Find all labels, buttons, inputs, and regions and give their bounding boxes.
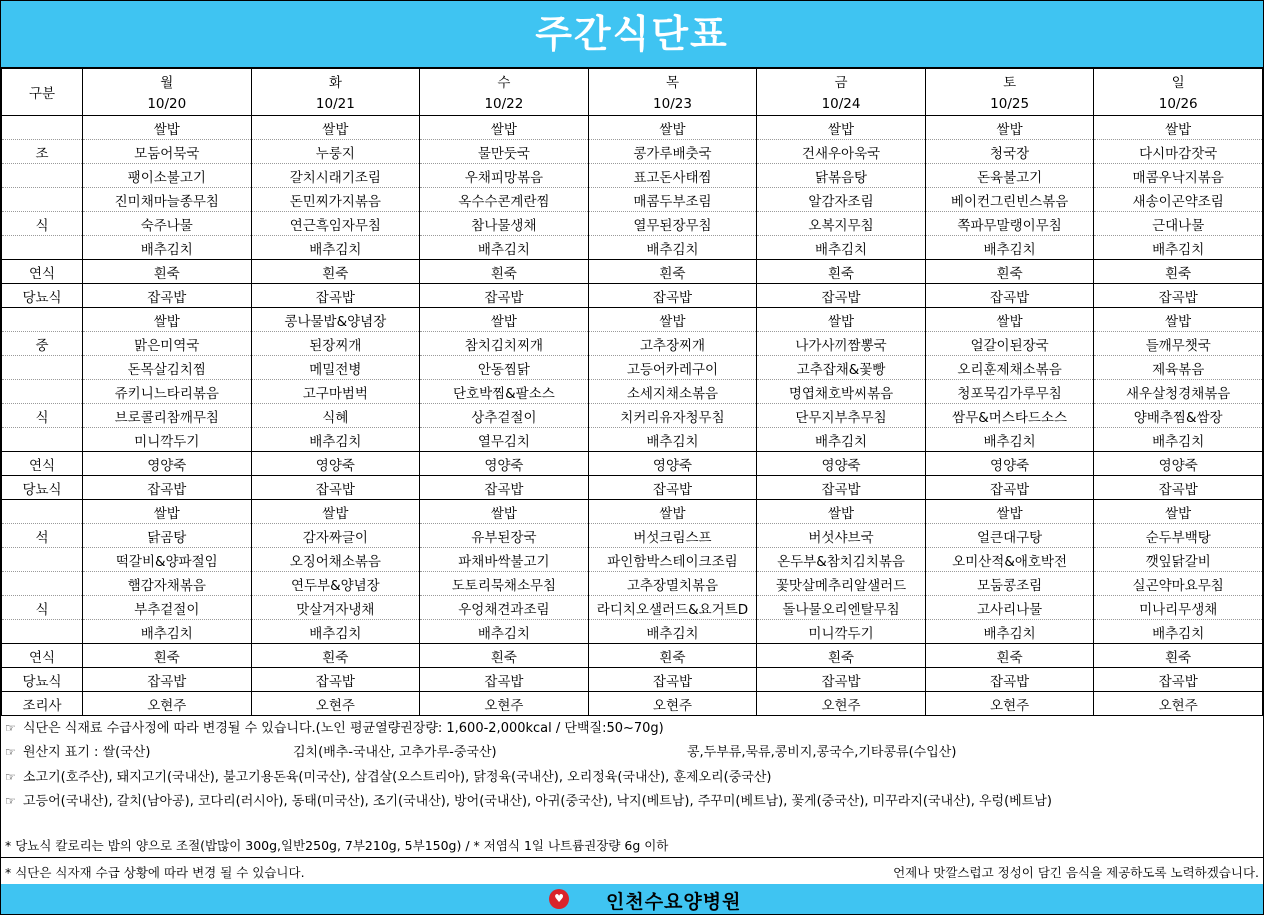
menu-cell: 흰죽 xyxy=(420,644,589,668)
menu-cell: 쌀밥 xyxy=(83,500,252,524)
menu-cell: 쌀밥 xyxy=(420,116,589,140)
menu-cell: 흰죽 xyxy=(588,644,757,668)
menu-cell: 메밀전병 xyxy=(251,356,420,380)
menu-cell: 쌀밥 xyxy=(1094,308,1263,332)
menu-cell: 버섯크림스프 xyxy=(588,524,757,548)
menu-cell: 쌀밥 xyxy=(420,308,589,332)
menu-row xyxy=(2,620,1263,644)
menu-row xyxy=(2,236,1263,260)
date-header: 10/22 xyxy=(420,92,589,116)
row-category: 연식 xyxy=(2,644,83,668)
menu-cell: 고추장멸치볶음 xyxy=(588,572,757,596)
menu-row xyxy=(2,380,1263,404)
pointing-hand-icon: ☞ xyxy=(5,745,16,759)
menu-cell: 흰죽 xyxy=(925,644,1094,668)
menu-cell: 유부된장국 xyxy=(420,524,589,548)
row-category: 식 xyxy=(2,404,83,428)
menu-cell: 쌀밥 xyxy=(83,116,252,140)
note-line xyxy=(5,741,1255,760)
menu-cell: 우엉채견과조림 xyxy=(420,596,589,620)
menu-cell: 열무된장무침 xyxy=(588,212,757,236)
menu-cell: 영양죽 xyxy=(420,452,589,476)
menu-cell: 참치김치찌개 xyxy=(420,332,589,356)
menu-cell: 오현주 xyxy=(925,692,1094,716)
date-header: 10/21 xyxy=(251,92,420,116)
menu-cell: 잡곡밥 xyxy=(588,476,757,500)
menu-cell: 흰죽 xyxy=(83,644,252,668)
menu-cell: 쌀밥 xyxy=(757,500,926,524)
menu-cell: 베이컨그린빈스볶음 xyxy=(925,188,1094,212)
date-header: 10/23 xyxy=(588,92,757,116)
menu-cell: 열무김치 xyxy=(420,428,589,452)
weekly-menu-table xyxy=(1,68,1263,716)
row-category xyxy=(2,116,83,140)
menu-cell: 꽃맛살메추리알샐러드 xyxy=(757,572,926,596)
menu-cell: 잡곡밥 xyxy=(757,476,926,500)
pointing-hand-icon: ☞ xyxy=(5,794,16,808)
menu-cell: 건새우아욱국 xyxy=(757,140,926,164)
day-header: 금 xyxy=(757,69,926,93)
menu-cell: 흰죽 xyxy=(1094,644,1263,668)
menu-cell: 브로콜리참깨무침 xyxy=(83,404,252,428)
row-category xyxy=(2,188,83,212)
menu-cell: 흰죽 xyxy=(588,260,757,284)
menu-cell: 쌀밥 xyxy=(925,308,1094,332)
menu-cell: 배추김치 xyxy=(925,428,1094,452)
menu-cell: 미나리무생채 xyxy=(1094,596,1263,620)
menu-cell: 흰죽 xyxy=(251,644,420,668)
row-category: 연식 xyxy=(2,260,83,284)
menu-cell: 배추김치 xyxy=(83,236,252,260)
menu-cell: 쌀밥 xyxy=(588,116,757,140)
menu-cell: 떡갈비&양파절임 xyxy=(83,548,252,572)
menu-cell: 연근흑임자무침 xyxy=(251,212,420,236)
menu-cell: 잡곡밥 xyxy=(588,284,757,308)
menu-cell: 고추잡채&꽃빵 xyxy=(757,356,926,380)
menu-cell: 배추김치 xyxy=(588,620,757,644)
menu-cell: 파채바싹불고기 xyxy=(420,548,589,572)
menu-cell: 안동찜닭 xyxy=(420,356,589,380)
menu-cell: 콩가루배춧국 xyxy=(588,140,757,164)
menu-row xyxy=(2,428,1263,452)
menu-cell: 잡곡밥 xyxy=(757,284,926,308)
header-day-row xyxy=(2,69,1263,93)
menu-cell: 배추김치 xyxy=(588,428,757,452)
menu-cell: 고사리나물 xyxy=(925,596,1094,620)
menu-cell: 배추김치 xyxy=(420,620,589,644)
menu-cell: 깻잎닭갈비 xyxy=(1094,548,1263,572)
menu-cell: 흰죽 xyxy=(1094,260,1263,284)
note-text: 고등어(국내산), 갈치(남아공), 코다리(러시아), 동태(미국산), 조기(국내산), 방어(국내산), 아귀(중국산), 낙지(베트남), 주꾸미(베트남), 꽃게(중국산), 미꾸라지(국내산), 우렁(베트남) xyxy=(23,794,1052,809)
menu-cell: 숙주나물 xyxy=(83,212,252,236)
menu-cell: 버섯샤브국 xyxy=(757,524,926,548)
menu-cell: 오현주 xyxy=(83,692,252,716)
menu-cell: 맑은미역국 xyxy=(83,332,252,356)
menu-cell: 오징어채소볶음 xyxy=(251,548,420,572)
hospital-name: 인천수요양병원 xyxy=(606,891,742,913)
menu-cell: 옥수수콘계란찜 xyxy=(420,188,589,212)
row-category xyxy=(2,500,83,524)
menu-cell: 흰죽 xyxy=(251,260,420,284)
menu-cell: 잡곡밥 xyxy=(757,668,926,692)
menu-cell: 근대나물 xyxy=(1094,212,1263,236)
note-line xyxy=(5,766,772,785)
menu-cell: 영양죽 xyxy=(83,452,252,476)
menu-row xyxy=(2,476,1263,500)
menu-cell: 돈육불고기 xyxy=(925,164,1094,188)
menu-cell: 오현주 xyxy=(1094,692,1263,716)
menu-cell: 배추김치 xyxy=(757,236,926,260)
menu-cell: 배추김치 xyxy=(251,236,420,260)
menu-cell: 단무지부추무침 xyxy=(757,404,926,428)
menu-cell: 닭곰탕 xyxy=(83,524,252,548)
menu-cell: 배추김치 xyxy=(757,428,926,452)
menu-cell: 고등어카레구이 xyxy=(588,356,757,380)
menu-cell: 돈민찌가지볶음 xyxy=(251,188,420,212)
menu-cell: 잡곡밥 xyxy=(925,668,1094,692)
menu-row xyxy=(2,332,1263,356)
menu-cell: 상추겉절이 xyxy=(420,404,589,428)
menu-cell: 쌀밥 xyxy=(251,116,420,140)
day-header: 목 xyxy=(588,69,757,93)
row-category xyxy=(2,548,83,572)
row-category xyxy=(2,164,83,188)
menu-cell: 잡곡밥 xyxy=(83,476,252,500)
menu-row xyxy=(2,284,1263,308)
menu-cell: 갈치시래기조림 xyxy=(251,164,420,188)
menu-cell: 오미산적&애호박전 xyxy=(925,548,1094,572)
menu-cell: 오현주 xyxy=(588,692,757,716)
menu-cell: 잡곡밥 xyxy=(420,476,589,500)
pointing-hand-icon: ☞ xyxy=(5,721,16,735)
menu-cell: 쌀밥 xyxy=(925,116,1094,140)
menu-cell: 흰죽 xyxy=(757,644,926,668)
menu-row xyxy=(2,596,1263,620)
menu-cell: 얼큰대구탕 xyxy=(925,524,1094,548)
menu-cell: 흰죽 xyxy=(420,260,589,284)
menu-cell: 잡곡밥 xyxy=(588,668,757,692)
menu-cell: 영양죽 xyxy=(757,452,926,476)
menu-cell: 잡곡밥 xyxy=(1094,668,1263,692)
menu-cell: 알감자조림 xyxy=(757,188,926,212)
menu-cell: 쌀밥 xyxy=(588,308,757,332)
note-origin-rice: 원산지 표기 : 쌀(국산) xyxy=(23,745,151,760)
menu-row xyxy=(2,260,1263,284)
menu-cell: 명엽채호박씨볶음 xyxy=(757,380,926,404)
menu-cell: 감자짜글이 xyxy=(251,524,420,548)
menu-row xyxy=(2,548,1263,572)
menu-cell: 닭볶음탕 xyxy=(757,164,926,188)
menu-cell: 단호박찜&팔소스 xyxy=(420,380,589,404)
note-line xyxy=(5,717,664,736)
menu-cell: 표고돈사태찜 xyxy=(588,164,757,188)
menu-cell: 배추김치 xyxy=(251,620,420,644)
menu-cell: 매콤두부조림 xyxy=(588,188,757,212)
menu-cell: 배추김치 xyxy=(1094,620,1263,644)
row-category: 연식 xyxy=(2,452,83,476)
menu-cell: 콩나물밥&양념장 xyxy=(251,308,420,332)
day-header: 수 xyxy=(420,69,589,93)
menu-cell: 맛살겨자냉채 xyxy=(251,596,420,620)
menu-row xyxy=(2,572,1263,596)
menu-cell: 배추김치 xyxy=(1094,236,1263,260)
date-header: 10/25 xyxy=(925,92,1094,116)
menu-row xyxy=(2,692,1263,716)
row-category: 석 xyxy=(2,524,83,548)
day-header: 토 xyxy=(925,69,1094,93)
menu-cell: 쪽파무말랭이무침 xyxy=(925,212,1094,236)
menu-row xyxy=(2,452,1263,476)
bottom-notice-left: * 식단은 식자재 수급 상황에 따라 변경 될 수 있습니다. xyxy=(5,865,305,880)
menu-cell: 쥬키니느타리볶음 xyxy=(83,380,252,404)
menu-cell: 돈목살김치찜 xyxy=(83,356,252,380)
note-line xyxy=(5,790,1052,809)
menu-cell: 누룽지 xyxy=(251,140,420,164)
row-category: 조리사 xyxy=(2,692,83,716)
menu-cell: 흰죽 xyxy=(925,260,1094,284)
row-category xyxy=(2,380,83,404)
menu-cell: 오복지무침 xyxy=(757,212,926,236)
row-category: 중 xyxy=(2,332,83,356)
menu-cell: 소세지채소볶음 xyxy=(588,380,757,404)
menu-cell: 영양죽 xyxy=(925,452,1094,476)
bottom-notice-bar xyxy=(1,857,1263,885)
menu-cell: 다시마감잣국 xyxy=(1094,140,1263,164)
row-category: 식 xyxy=(2,596,83,620)
menu-cell: 고추장찌개 xyxy=(588,332,757,356)
menu-cell: 제육볶음 xyxy=(1094,356,1263,380)
menu-cell: 쌀밥 xyxy=(1094,116,1263,140)
menu-cell: 오리훈제채소볶음 xyxy=(925,356,1094,380)
menu-cell: 팽이소불고기 xyxy=(83,164,252,188)
menu-row xyxy=(2,524,1263,548)
menu-row xyxy=(2,404,1263,428)
menu-cell: 치커리유자청무침 xyxy=(588,404,757,428)
category-header: 구분 xyxy=(2,69,83,116)
menu-cell: 오현주 xyxy=(420,692,589,716)
menu-cell: 라디치오샐러드&요거트D xyxy=(588,596,757,620)
menu-cell: 청국장 xyxy=(925,140,1094,164)
menu-cell: 배추김치 xyxy=(420,236,589,260)
menu-cell: 얼갈이된장국 xyxy=(925,332,1094,356)
hospital-heart-logo-icon: ♥ xyxy=(549,889,569,909)
row-category: 조 xyxy=(2,140,83,164)
menu-cell: 쌀밥 xyxy=(83,308,252,332)
menu-cell: 쌈무&머스타드소스 xyxy=(925,404,1094,428)
note-diabetes-calorie: * 당뇨식 칼로리는 밥의 양으로 조절(밥많이 300g,일반250g, 7부210g, 5부150g) / * 저염식 1일 나트륨권장량 6g 이하 xyxy=(5,838,669,853)
menu-cell: 잡곡밥 xyxy=(83,668,252,692)
menu-cell: 모둠어묵국 xyxy=(83,140,252,164)
menu-cell: 쌀밥 xyxy=(757,116,926,140)
row-category xyxy=(2,572,83,596)
note-origin-beans: 콩,두부류,묵류,콩비지,콩국수,기타콩류(수입산) xyxy=(687,745,957,760)
menu-cell: 배추김치 xyxy=(925,236,1094,260)
note-text: 소고기(호주산), 돼지고기(국내산), 불고기용돈육(미국산), 삼겹살(오스트리아), 닭정육(국내산), 오리정육(국내산), 훈제오리(중국산) xyxy=(23,770,772,785)
menu-cell: 오현주 xyxy=(757,692,926,716)
menu-row xyxy=(2,212,1263,236)
menu-cell: 흰죽 xyxy=(83,260,252,284)
menu-cell: 도토리묵채소무침 xyxy=(420,572,589,596)
menu-cell: 잡곡밥 xyxy=(83,284,252,308)
menu-cell: 진미채마늘종무침 xyxy=(83,188,252,212)
menu-row xyxy=(2,356,1263,380)
menu-cell: 식혜 xyxy=(251,404,420,428)
menu-cell: 잡곡밥 xyxy=(1094,284,1263,308)
menu-cell: 잡곡밥 xyxy=(1094,476,1263,500)
row-category xyxy=(2,236,83,260)
menu-cell: 쌀밥 xyxy=(588,500,757,524)
page-title: 주간식단표 xyxy=(1,1,1263,68)
menu-cell: 참나물생채 xyxy=(420,212,589,236)
row-category xyxy=(2,620,83,644)
row-category xyxy=(2,428,83,452)
menu-cell: 물만둣국 xyxy=(420,140,589,164)
menu-cell: 잡곡밥 xyxy=(925,476,1094,500)
menu-cell: 잡곡밥 xyxy=(420,668,589,692)
menu-cell: 오현주 xyxy=(251,692,420,716)
menu-cell: 쌀밥 xyxy=(757,308,926,332)
menu-cell: 양배추찜&쌈장 xyxy=(1094,404,1263,428)
date-header: 10/24 xyxy=(757,92,926,116)
date-header: 10/20 xyxy=(83,92,252,116)
day-header: 화 xyxy=(251,69,420,93)
menu-cell: 된장찌개 xyxy=(251,332,420,356)
row-category xyxy=(2,356,83,380)
menu-cell: 배추김치 xyxy=(925,620,1094,644)
menu-row xyxy=(2,116,1263,140)
day-header: 월 xyxy=(83,69,252,93)
notes-section xyxy=(1,715,1263,855)
menu-cell: 영양죽 xyxy=(251,452,420,476)
note-text: 식단은 식재료 수급사정에 따라 변경될 수 있습니다.(노인 평균열량권장량: 1,600-2,000kcal / 단백질:50~70g) xyxy=(23,721,664,736)
menu-row xyxy=(2,668,1263,692)
menu-cell: 쌀밥 xyxy=(925,500,1094,524)
menu-cell: 잡곡밥 xyxy=(251,284,420,308)
row-category: 식 xyxy=(2,212,83,236)
menu-cell: 쌀밥 xyxy=(420,500,589,524)
menu-cell: 온두부&참치김치볶음 xyxy=(757,548,926,572)
menu-cell: 잡곡밥 xyxy=(420,284,589,308)
menu-cell: 새송이곤약조림 xyxy=(1094,188,1263,212)
menu-cell: 청포묵김가루무침 xyxy=(925,380,1094,404)
bottom-notice-right: 언제나 맛깔스럽고 정성이 담긴 음식을 제공하도록 노력하겠습니다. xyxy=(893,865,1259,880)
menu-cell: 부추겉절이 xyxy=(83,596,252,620)
menu-cell: 쌀밥 xyxy=(251,500,420,524)
menu-cell: 흰죽 xyxy=(757,260,926,284)
menu-cell: 햄감자채볶음 xyxy=(83,572,252,596)
row-category: 당뇨식 xyxy=(2,668,83,692)
date-header: 10/26 xyxy=(1094,92,1263,116)
menu-cell: 새우살청경채볶음 xyxy=(1094,380,1263,404)
row-category: 당뇨식 xyxy=(2,476,83,500)
menu-cell: 배추김치 xyxy=(83,620,252,644)
menu-cell: 우채피망볶음 xyxy=(420,164,589,188)
menu-cell: 들깨무챗국 xyxy=(1094,332,1263,356)
menu-row xyxy=(2,188,1263,212)
menu-cell: 배추김치 xyxy=(1094,428,1263,452)
menu-cell: 고구마범벅 xyxy=(251,380,420,404)
note-origin-kimchi: 김치(배추-국내산, 고추가루-중국산) xyxy=(293,745,497,760)
day-header: 일 xyxy=(1094,69,1263,93)
menu-cell: 매콤우낙지볶음 xyxy=(1094,164,1263,188)
menu-cell: 영양죽 xyxy=(1094,452,1263,476)
menu-cell: 배추김치 xyxy=(588,236,757,260)
menu-cell: 미니깍두기 xyxy=(83,428,252,452)
menu-row xyxy=(2,308,1263,332)
menu-cell: 잡곡밥 xyxy=(251,668,420,692)
row-category: 당뇨식 xyxy=(2,284,83,308)
pointing-hand-icon: ☞ xyxy=(5,770,16,784)
menu-row xyxy=(2,500,1263,524)
menu-cell: 돌나물오리엔탈무침 xyxy=(757,596,926,620)
menu-cell: 순두부백탕 xyxy=(1094,524,1263,548)
menu-cell: 파인함박스테이크조림 xyxy=(588,548,757,572)
menu-cell: 배추김치 xyxy=(251,428,420,452)
menu-cell: 나가사끼짬뽕국 xyxy=(757,332,926,356)
footer xyxy=(1,884,1263,914)
menu-cell: 미니깍두기 xyxy=(757,620,926,644)
menu-cell: 실곤약마요무침 xyxy=(1094,572,1263,596)
menu-cell: 잡곡밥 xyxy=(251,476,420,500)
row-category xyxy=(2,308,83,332)
menu-cell: 영양죽 xyxy=(588,452,757,476)
menu-cell: 쌀밥 xyxy=(1094,500,1263,524)
menu-row xyxy=(2,140,1263,164)
menu-cell: 모둠콩조림 xyxy=(925,572,1094,596)
header-date-row xyxy=(2,92,1263,116)
menu-cell: 잡곡밥 xyxy=(925,284,1094,308)
menu-row xyxy=(2,164,1263,188)
menu-row xyxy=(2,644,1263,668)
menu-cell: 연두부&양념장 xyxy=(251,572,420,596)
